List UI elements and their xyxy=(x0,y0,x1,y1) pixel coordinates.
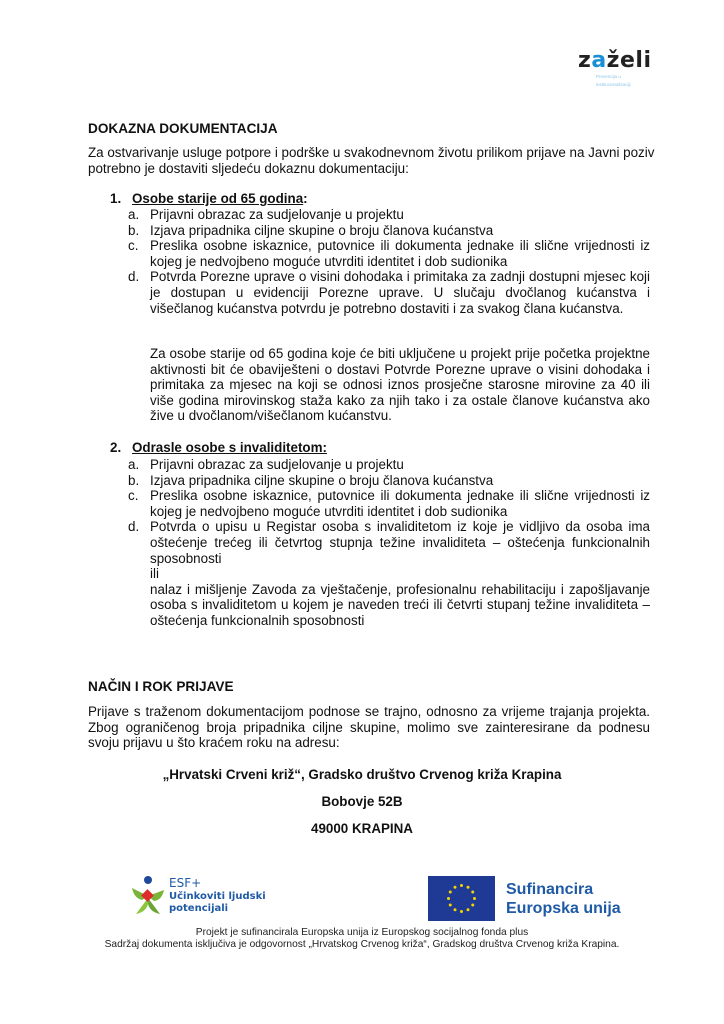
group-number: 2. xyxy=(110,440,122,455)
item-text: Preslika osobne iskaznice, putovnice ili dokumenta jednake ili slične vrijednosti iz kojeg je nedvojbeno moguće utvrditi identitet i dob sudionika xyxy=(150,238,650,269)
item-text: Izjava pripadnika ciljne skupine o broju članova kućanstva xyxy=(150,222,494,238)
address-line-1: „Hrvatski Crveni križ“, Gradsko društvo Crvenog križa Krapina xyxy=(162,767,562,782)
item-alt-text: nalaz i mišljenje Zavoda za vještačenje, profesionalnu rehabilitaciju i zapošljavanje osoba s invaliditetom u kojem je naveden treći ili četvrti stupanj težine invaliditeta – oštećenja funkcionalnih sposobnosti xyxy=(150,581,650,628)
group-1-items xyxy=(128,207,650,316)
item-text: Potvrda Porezne uprave o visini dohodaka i primitaka za zadnji dostupni mjesec koji je dostupan u evidenciji Porezne uprave. U slučaju dvočlanog kućanstva i višečlanog kućanstva potvrdu je potrebno dostaviti i za svakog člana kućanstva. xyxy=(150,269,650,316)
logo-wordmark: zaželi xyxy=(578,48,652,73)
item-marker: c. xyxy=(128,238,139,254)
item-marker: a. xyxy=(128,207,140,222)
footer-note-2: Sadržaj dokumenta isključiva je odgovornost „Hrvatskog Crvenog križa“, Gradskog društva Crvenog križa Krapina. xyxy=(104,939,620,950)
group-2-items xyxy=(128,457,650,629)
logo-tagline-2: institucionalizaciji xyxy=(596,81,631,87)
address-line-3: 49000 KRAPINA xyxy=(311,821,413,836)
esf-title: ESF+ xyxy=(169,876,202,890)
item-text: Prijavni obrazac za sudjelovanje u projektu xyxy=(150,457,404,472)
item-text: Prijavni obrazac za sudjelovanje u projektu xyxy=(150,207,404,222)
esf-logo xyxy=(128,874,268,924)
eu-star xyxy=(447,897,450,900)
eu-star xyxy=(449,904,452,907)
group-1-note: Za osobe starije od 65 godina koje će biti uključene u projekt prije početka projektne aktivnosti bit će obaviješteni o dostavi Potvrde Porezne uprave o visini dohodaka i primitaka za mjesec na koji se odnosi iznos prosječne starosne mirovine za 40 ili više godina mirovinskog staža kako za njih tako i za ostale članove kućanstva ako žive u dvočlanom/višečlanom kućanstvu. xyxy=(150,346,650,424)
section-heading-application: NAČIN I ROK PRIJAVE xyxy=(88,679,234,694)
eu-star xyxy=(471,904,474,907)
eu-star xyxy=(454,908,457,911)
esf-subtitle: Učinkoviti ljudski potencijali xyxy=(169,891,266,914)
intro-line-1: Za ostvarivanje usluge potpore i podrške u svakodnevnom životu prilikom prijave na Javni poziv xyxy=(88,145,655,160)
eu-star xyxy=(467,886,470,889)
eu-line-1: Sufinancira xyxy=(506,881,594,898)
item-text: Preslika osobne iskaznice, putovnice ili dokumenta jednake ili slične vrijednosti iz kojeg je nedvojbeno moguće utvrditi identitet i dob sudionika xyxy=(150,488,650,519)
list-item xyxy=(128,238,650,269)
list-item xyxy=(128,488,650,519)
group-title-text: Osobe starije od 65 godina xyxy=(132,191,304,206)
item-marker: d. xyxy=(128,519,140,535)
section-2-body: Prijave s traženom dokumentacijom podnose se trajno, odnosno za vrijeme trajanja projekta. Zbog ograničenog broja pripadnika ciljne skupine, molimo sve zainteresirane da podnesu svoju prijavu u što kraćem roku na adresu: xyxy=(88,704,650,751)
item-marker: a. xyxy=(128,457,140,472)
item-marker: b. xyxy=(128,472,140,488)
esf-flower-icon xyxy=(128,874,168,920)
item-or: ili xyxy=(150,566,159,582)
logo-tagline-1: Prevencija u xyxy=(596,74,621,79)
footer-note-1: Projekt je sufinancirala Europska unija iz Europskog socijalnog fonda plus xyxy=(195,927,529,938)
list-item xyxy=(128,457,650,473)
address-line-2: Bobovje 52B xyxy=(321,794,403,809)
eu-star xyxy=(467,908,470,911)
group-1-title xyxy=(110,191,308,207)
item-marker: d. xyxy=(128,269,140,285)
eu-cofunded-text xyxy=(506,880,621,918)
list-item xyxy=(128,269,650,316)
eu-cofunded-logo xyxy=(428,876,648,922)
item-text: Potvrda o upisu u Registar osoba s invaliditetom iz koje je vidljivo da osoba ima oštećenje trećeg ili četvrtog stupnja težine invaliditeta – oštećenja funkcionalnih sposobnosti xyxy=(150,519,650,566)
item-marker: b. xyxy=(128,222,140,238)
section-heading-evidence: DOKAZNA DOKUMENTACIJA xyxy=(88,121,278,136)
eu-star xyxy=(449,891,452,894)
eu-star xyxy=(460,884,463,887)
item-marker: c. xyxy=(128,488,139,504)
eu-line-2: Europska unija xyxy=(506,900,621,917)
group-2-title xyxy=(110,440,327,456)
group-number: 1. xyxy=(110,191,122,206)
eu-flag-icon xyxy=(428,876,495,921)
list-item xyxy=(128,519,650,628)
list-item xyxy=(128,473,650,489)
section-intro xyxy=(88,145,655,176)
list-item xyxy=(128,207,650,223)
group-title-text: Odrasle osobe s invaliditetom: xyxy=(132,440,327,455)
eu-star xyxy=(473,897,476,900)
eu-star xyxy=(471,891,474,894)
list-item xyxy=(128,223,650,239)
item-text: Izjava pripadnika ciljne skupine o broju članova kućanstva xyxy=(150,472,494,488)
eu-star xyxy=(460,910,463,913)
zazeli-logo xyxy=(578,50,668,87)
eu-star xyxy=(454,886,457,889)
group-title-suffix: : xyxy=(303,191,308,206)
intro-line-2: potrebno je dostaviti sljedeću dokaznu dokumentaciju: xyxy=(88,160,409,176)
